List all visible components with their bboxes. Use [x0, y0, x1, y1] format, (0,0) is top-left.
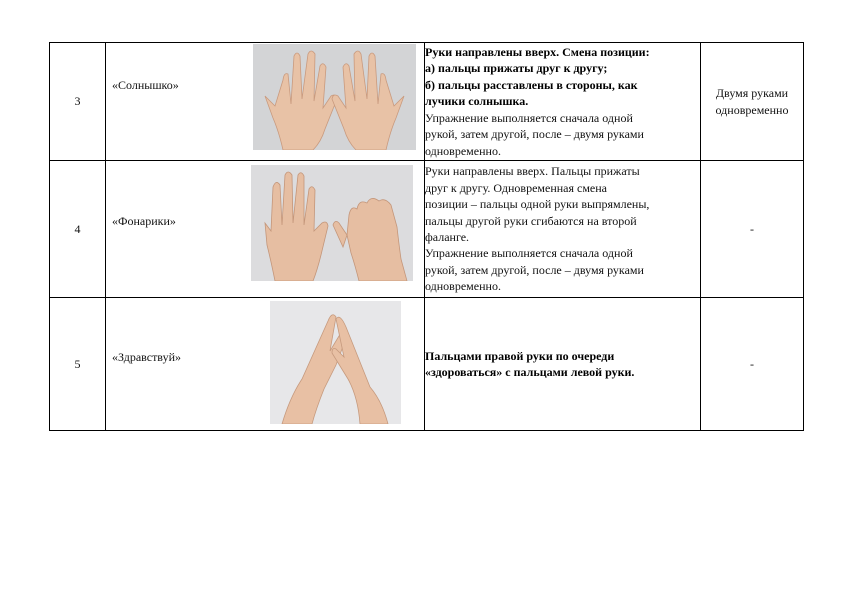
description-line: лучики солнышка. [425, 94, 529, 109]
description-line: друг к другу. Одновременная смена [425, 180, 607, 195]
description-line: Пальцами правой руки по очереди [425, 348, 615, 363]
hands-mode: - [701, 161, 804, 298]
description-line: Упражнение выполняется сначала одной [425, 246, 633, 261]
exercise-name: «Солнышко» [112, 78, 179, 92]
description-line: Упражнение выполняется сначала одной [425, 110, 633, 125]
exercise-description [425, 43, 701, 161]
table-row [50, 298, 804, 431]
fingertips-touching-icon [270, 301, 401, 424]
exercise-name-cell [106, 43, 425, 161]
exercise-name: «Здравствуй» [112, 350, 181, 364]
description-line: «здороваться» с пальцами левой руки. [425, 365, 635, 379]
description-line: а) пальцы прижаты друг к другу; [425, 61, 608, 76]
description-line: позиции – пальцы одной руки выпрямлены, [425, 197, 650, 212]
description-line: Руки направлены вверх. Пальцы прижаты [425, 164, 640, 179]
description-line: одновременно. [425, 279, 501, 294]
description-line: фаланге. [425, 230, 470, 244]
open-hand-and-bent-fingers-icon [251, 165, 413, 281]
hands-mode: - [701, 298, 804, 431]
row-number: 3 [50, 43, 106, 161]
exercise-description [425, 298, 701, 431]
description-line: рукой, затем другой, после – двумя руками [425, 262, 644, 277]
exercise-table [49, 42, 804, 431]
two-hands-fingers-spread-icon [253, 44, 416, 150]
exercise-name-cell [106, 161, 425, 298]
description-line: рукой, затем другой, после – двумя руками [425, 127, 644, 142]
table-row [50, 43, 804, 161]
description-line: Руки направлены вверх. Смена позиции: [425, 45, 650, 60]
exercise-name-cell [106, 298, 425, 431]
description-line: б) пальцы расставлены в стороны, как [425, 77, 638, 92]
description-line: пальцы другой руки сгибаются на второй [425, 213, 637, 228]
hands-mode: Двумя руками одновременно [701, 43, 804, 161]
table-row [50, 161, 804, 298]
description-line: одновременно. [425, 143, 501, 158]
row-number: 5 [50, 298, 106, 431]
exercise-name: «Фонарики» [112, 214, 176, 228]
exercise-description [425, 161, 701, 298]
row-number: 4 [50, 161, 106, 298]
